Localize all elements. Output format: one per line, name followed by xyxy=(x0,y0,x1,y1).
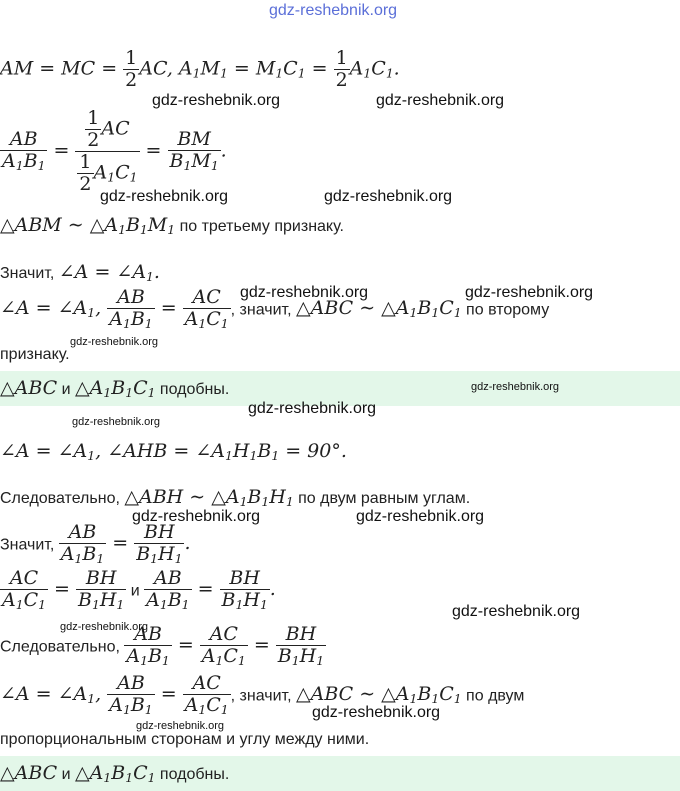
statement-text: по третьему признаку. xyxy=(179,218,344,235)
conclusion-line-3: ∠A = $\angle A_1$, $\frac{AB}{A_1B_1}$ = $\frac{AC}{A_1C_1}$ , значит, △ABC ∼ $\triangle A_1B_1C_1$ по двум xyxy=(0,672,525,717)
statement-text: по двум равным углам. xyxy=(293,490,471,507)
watermark: gdz-reshebnik.org xyxy=(72,416,161,428)
watermark: gdz-reshebnik.org xyxy=(324,188,453,205)
conclusion-result-2: △ABC и $\triangle A_1B_1C_1$ подобны. xyxy=(0,762,230,786)
site-header-link[interactable]: gdz-reshebnik.org xyxy=(269,2,398,19)
statement-text: подобны. xyxy=(159,766,230,783)
statement-text: признаку. xyxy=(0,346,70,363)
statement-text: по второму xyxy=(461,301,550,319)
statement-text: и xyxy=(61,381,71,398)
statement-text: Значит, xyxy=(0,265,59,282)
watermark: gdz-reshebnik.org xyxy=(452,603,581,620)
statement-text: пропорциональным сторонам и углу между ними. xyxy=(0,731,370,748)
watermark: gdz-reshebnik.org xyxy=(240,284,369,301)
conclusion-result-1: △ABC и $\triangle A_1B_1C_1$ подобны. xyxy=(0,377,230,401)
statement-text: подобны. xyxy=(159,381,230,398)
watermark: gdz-reshebnik.org xyxy=(100,188,229,205)
watermark: gdz-reshebnik.org xyxy=(136,720,225,732)
conclusion-line-2: ∠A = $\angle A_1$, $\frac{AB}{A_1B_1}$ = $\frac{AC}{A_1C_1}$ , значит, △ABC ∼ $\triangle A_1B_1C_1$ по второму xyxy=(0,286,550,331)
angle-equation: ∠A = $\angle A_1$, ∠AHB = $\angle A_1H_1B_1 = 90^\circ$. xyxy=(0,440,347,464)
watermark: gdz-reshebnik.org xyxy=(376,92,505,109)
similarity-line-1: △ABM ∼ $\triangle A_1B_1M_1$ по третьему признаку. xyxy=(0,214,344,238)
statement-text: Следовательно, xyxy=(0,490,125,507)
statement-text: Следовательно, xyxy=(0,638,125,656)
statement-text: , значит, xyxy=(230,687,296,705)
watermark: gdz-reshebnik.org xyxy=(471,381,560,393)
equation-line-1: AM = MC = $\frac{1}{2}$ AC, $A_1M_1 = M_1C_1$ = $\frac{1}{2}$ $A_1C_1$. xyxy=(0,47,400,91)
equation-line-2: $\frac{AB}{A_1B_1}$ = $\frac{1}{2}$ AC $\frac{1}{2}$ $A_1C_1$ = $\frac{BM}{B_1M_1}$ . xyxy=(2,107,227,195)
statement-text: по двум xyxy=(461,687,525,705)
watermark: gdz-reshebnik.org xyxy=(60,621,149,633)
watermark: gdz-reshebnik.org xyxy=(465,284,594,301)
statement-text: Значит, xyxy=(0,536,59,554)
ratio-line-1: Значит, $\frac{AB}{A_1B_1}$ = $\frac{BH}{B_1H_1}$ . xyxy=(0,521,191,566)
statement-text: и xyxy=(61,766,71,783)
watermark: gdz-reshebnik.org xyxy=(70,336,159,348)
watermark: gdz-reshebnik.org xyxy=(356,508,485,525)
statement-text: и xyxy=(130,582,140,600)
ratio-line-3: Следовательно, $\frac{AB}{A_1B_1}$ = $\frac{AC}{A_1C_1}$ = $\frac{BH}{B_1H_1}$ xyxy=(0,623,325,668)
similarity-line-2: Следовательно, △ABH ∼ $\triangle A_1B_1H_1$ по двум равным углам. xyxy=(0,486,471,510)
watermark: gdz-reshebnik.org xyxy=(312,704,441,721)
watermark: gdz-reshebnik.org xyxy=(248,400,377,417)
watermark: gdz-reshebnik.org xyxy=(132,508,261,525)
ratio-line-2: $\frac{AC}{A_1C_1}$ = $\frac{BH}{B_1H_1}$ и $\frac{AB}{A_1B_1}$ = $\frac{BH}{B_1H_1}$ . xyxy=(2,567,276,612)
conclusion-line-1: Значит, ∠A = $\angle A_1$. xyxy=(0,261,160,285)
watermark: gdz-reshebnik.org xyxy=(152,92,281,109)
statement-text: , значит, xyxy=(230,301,296,319)
